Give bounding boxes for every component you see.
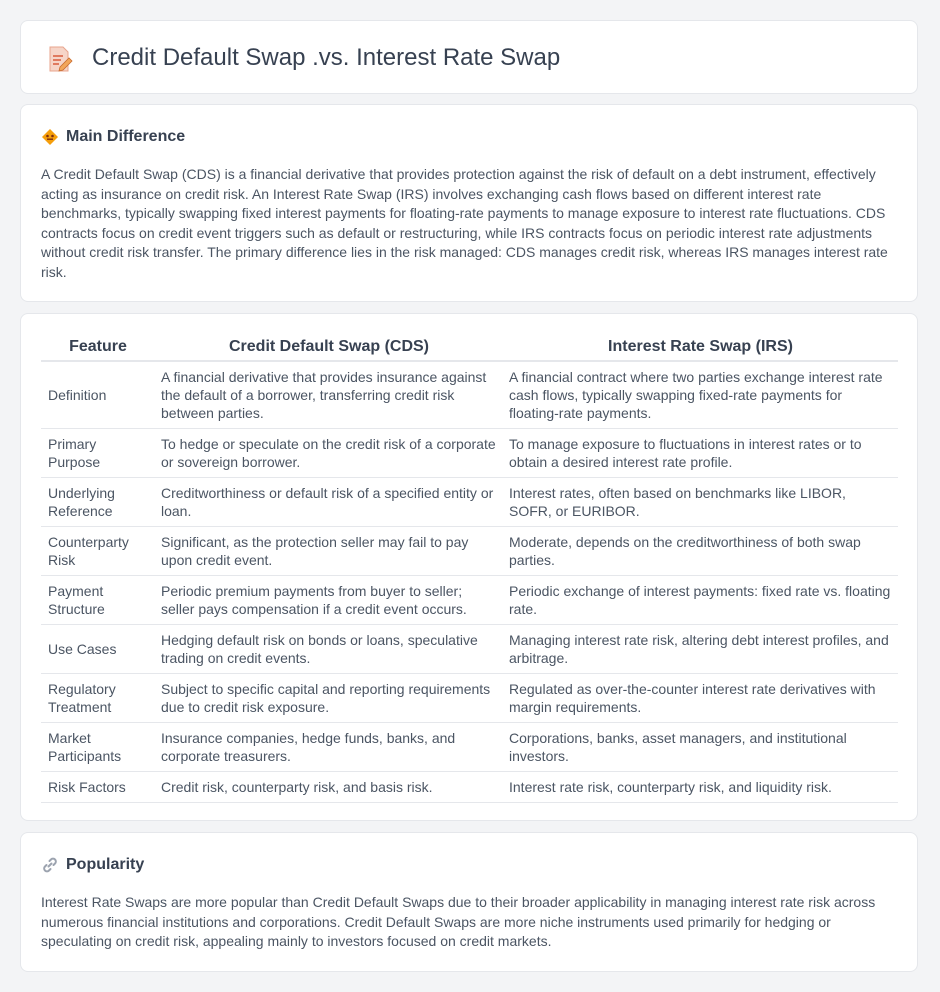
feature-cell: Payment Structure	[41, 576, 155, 625]
cds-cell: Hedging default risk on bonds or loans, speculative trading on credit events.	[155, 625, 503, 674]
irs-cell: Corporations, banks, asset managers, and institutional investors.	[503, 723, 898, 772]
comparison-table	[41, 336, 898, 803]
column-header-cds: Credit Default Swap (CDS)	[155, 336, 503, 361]
table-header-row	[41, 336, 898, 361]
table-row	[41, 576, 898, 625]
cds-cell: Subject to specific capital and reporting requirements due to credit risk exposure.	[155, 674, 503, 723]
irs-cell: Interest rate risk, counterparty risk, and liquidity risk.	[503, 772, 898, 803]
cds-cell: Significant, as the protection seller may fail to pay upon credit event.	[155, 527, 503, 576]
column-header-feature: Feature	[41, 336, 155, 361]
table-row	[41, 772, 898, 803]
table-row	[41, 527, 898, 576]
column-header-irs: Interest Rate Swap (IRS)	[503, 336, 898, 361]
feature-cell: Risk Factors	[41, 772, 155, 803]
feature-cell: Underlying Reference	[41, 478, 155, 527]
document-pencil-icon	[47, 45, 73, 73]
cds-cell: To hedge or speculate on the credit risk of a corporate or sovereign borrower.	[155, 429, 503, 478]
irs-cell: Managing interest rate risk, altering debt interest profiles, and arbitrage.	[503, 625, 898, 674]
irs-cell: To manage exposure to fluctuations in interest rates or to obtain a desired interest rate profile.	[503, 429, 898, 478]
irs-cell: Interest rates, often based on benchmarks like LIBOR, SOFR, or EURIBOR.	[503, 478, 898, 527]
cds-cell: A financial derivative that provides insurance against the default of a borrower, transferring credit risk between parties.	[155, 361, 503, 429]
irs-cell: A financial contract where two parties exchange interest rate cash flows, typically swapping fixed-rate payments for floating-rate payments.	[503, 361, 898, 429]
title-card	[20, 20, 918, 94]
popularity-heading: Popularity	[66, 856, 145, 873]
table-row	[41, 361, 898, 429]
irs-cell: Moderate, depends on the creditworthiness of both swap parties.	[503, 527, 898, 576]
cds-cell: Periodic premium payments from buyer to seller; seller pays compensation if a credit event occurs.	[155, 576, 503, 625]
diamond-sign-icon	[41, 128, 59, 146]
link-icon	[41, 856, 59, 874]
main-difference-text: A Credit Default Swap (CDS) is a financial derivative that provides protection against the risk of default on a debt instrument, effectively acting as insurance on credit risk. An Interest Rate Swap (IRS) involves exchanging cash flows based on different interest rate benchmarks, typically swapping fixed interest payments for floating-rate payments to manage exposure to interest rate fluctuations. CDS contracts focus on credit event triggers such as default or restructuring, while IRS contracts focus on periodic interest rate adjustments without credit risk transfer. The primary difference lies in the risk managed: CDS manages credit risk, whereas IRS manages interest rate risk.	[41, 166, 888, 280]
cds-cell: Credit risk, counterparty risk, and basis risk.	[155, 772, 503, 803]
table-row	[41, 478, 898, 527]
feature-cell: Market Participants	[41, 723, 155, 772]
table-row	[41, 429, 898, 478]
comparison-card	[20, 313, 918, 821]
irs-cell: Periodic exchange of interest payments: fixed rate vs. floating rate.	[503, 576, 898, 625]
table-row	[41, 723, 898, 772]
feature-cell: Primary Purpose	[41, 429, 155, 478]
table-row	[41, 674, 898, 723]
feature-cell: Use Cases	[41, 625, 155, 674]
cds-cell: Creditworthiness or default risk of a specified entity or loan.	[155, 478, 503, 527]
popularity-card	[20, 832, 918, 972]
main-difference-heading: Main Difference	[66, 128, 186, 145]
feature-cell: Counterparty Risk	[41, 527, 155, 576]
page-title: Credit Default Swap .vs. Interest Rate Swap	[92, 44, 561, 71]
irs-cell: Regulated as over-the-counter interest rate derivatives with margin requirements.	[503, 674, 898, 723]
main-difference-card	[20, 104, 918, 302]
feature-cell: Definition	[41, 361, 155, 429]
feature-cell: Regulatory Treatment	[41, 674, 155, 723]
table-row	[41, 625, 898, 674]
cds-cell: Insurance companies, hedge funds, banks, and corporate treasurers.	[155, 723, 503, 772]
popularity-text: Interest Rate Swaps are more popular than Credit Default Swaps due to their broader applicability in managing interest rate risk across numerous financial institutions and corporations. Credit Default Swaps are more niche instruments used primarily for hedging or speculating on credit risk, appealing mainly to investors focused on credit markets.	[41, 894, 876, 950]
